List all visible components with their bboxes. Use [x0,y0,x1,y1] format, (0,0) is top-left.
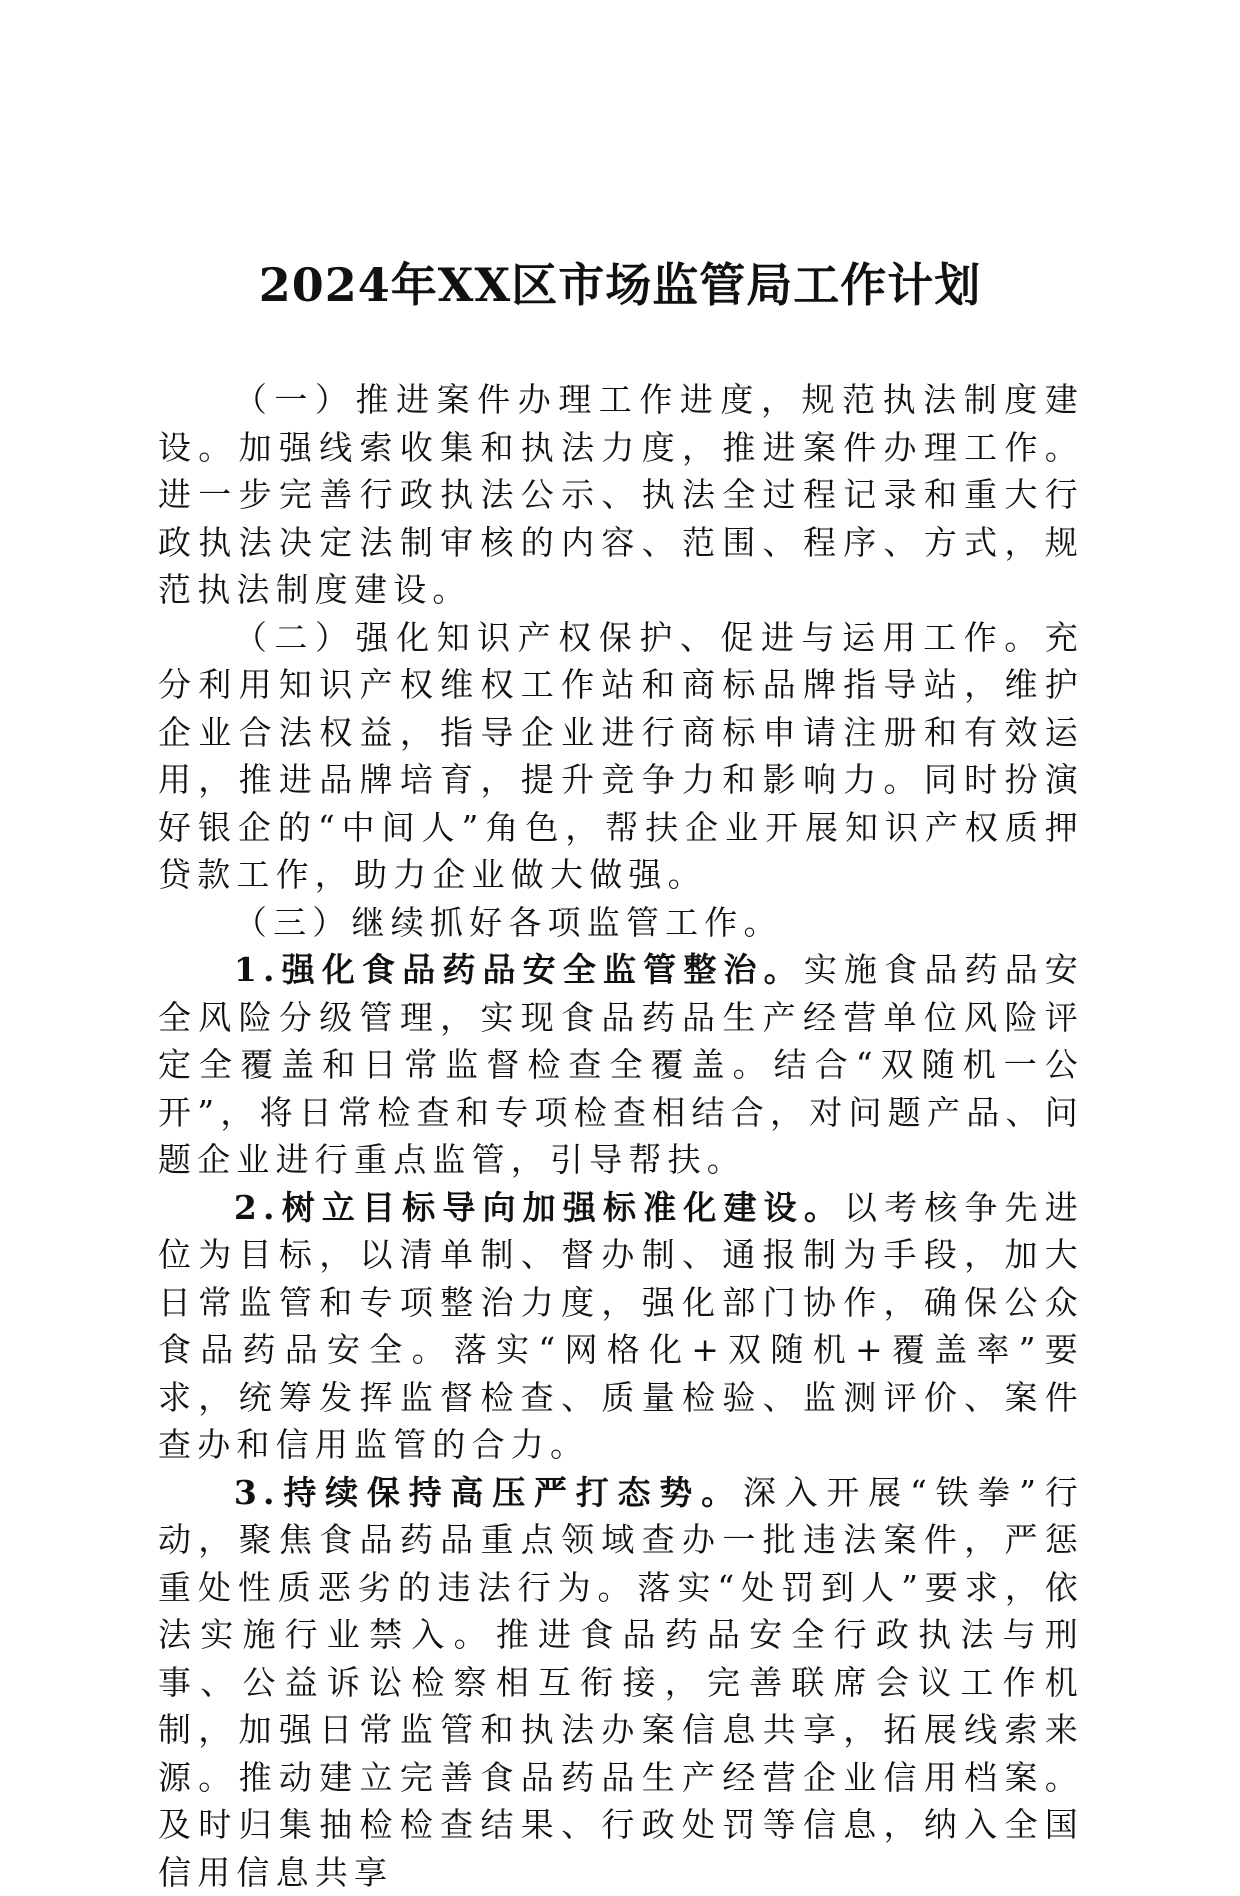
paragraph-6-lead: 3.持续保持高压严打态势。 [234,1473,743,1512]
document-body [158,376,1084,1896]
paragraph-6-text: 深入开展“铁拳”行动，聚焦食品药品重点领域查办一批违法案件，严惩重处性质恶劣的违法行为。落实“处罚到人”要求，依法实施行业禁入。推进食品药品安全行政执法与刑事、公益诉讼检察相互衔接，完善联席会议工作机制，加强日常监管和执法办案信息共享，拓展线索来源。推动建立完善食品药品生产经营企业信用档案。及时归集抽检检查结果、行政处罚等信息，纳入全国信用信息共享 [158,1473,1084,1892]
paragraph-6 [158,1469,1084,1896]
paragraph-5-text: 以考核争先进位为目标，以清单制、督办制、通报制为手段，加大日常监管和专项整治力度，强化部门协作，确保公众食品药品安全。落实“网格化+双随机+覆盖率”要求，统筹发挥监督检查、质量检验、监测评价、案件查办和信用监管的合力。 [158,1188,1084,1465]
paragraph-1-text: （一）推进案件办理工作进度，规范执法制度建设。加强线索收集和执法力度，推进案件办理工作。进一步完善行政执法公示、执法全过程记录和重大行政执法决定法制审核的内容、范围、程序、方式，规范执法制度建设。 [158,380,1084,609]
paragraph-5 [158,1184,1084,1469]
paragraph-3 [158,899,1084,947]
paragraph-2-text: （二）强化知识产权保护、促进与运用工作。充分利用知识产权维权工作站和商标品牌指导站，维护企业合法权益，指导企业进行商标申请注册和有效运用，推进品牌培育，提升竞争力和影响力。同时扮演好银企的“中间人”角色，帮扶企业开展知识产权质押贷款工作，助力企业做大做强。 [158,618,1084,895]
paragraph-2 [158,614,1084,899]
paragraph-4 [158,946,1084,1184]
paragraph-3-text: （三）继续抓好各项监管工作。 [234,903,783,942]
paragraph-5-lead: 2.树立目标导向加强标准化建设。 [234,1188,844,1227]
paragraph-4-lead: 1.强化食品药品安全监管整治。 [234,950,804,989]
paragraph-4-text: 实施食品药品安全风险分级管理，实现食品药品生产经营单位风险评定全覆盖和日常监督检查全覆盖。结合“双随机一公开”，将日常检查和专项检查相结合，对问题产品、问题企业进行重点监管，引导帮扶。 [158,950,1084,1179]
document-title: 2024年XX区市场监管局工作计划 [0,255,1240,315]
paragraph-1 [158,376,1084,614]
